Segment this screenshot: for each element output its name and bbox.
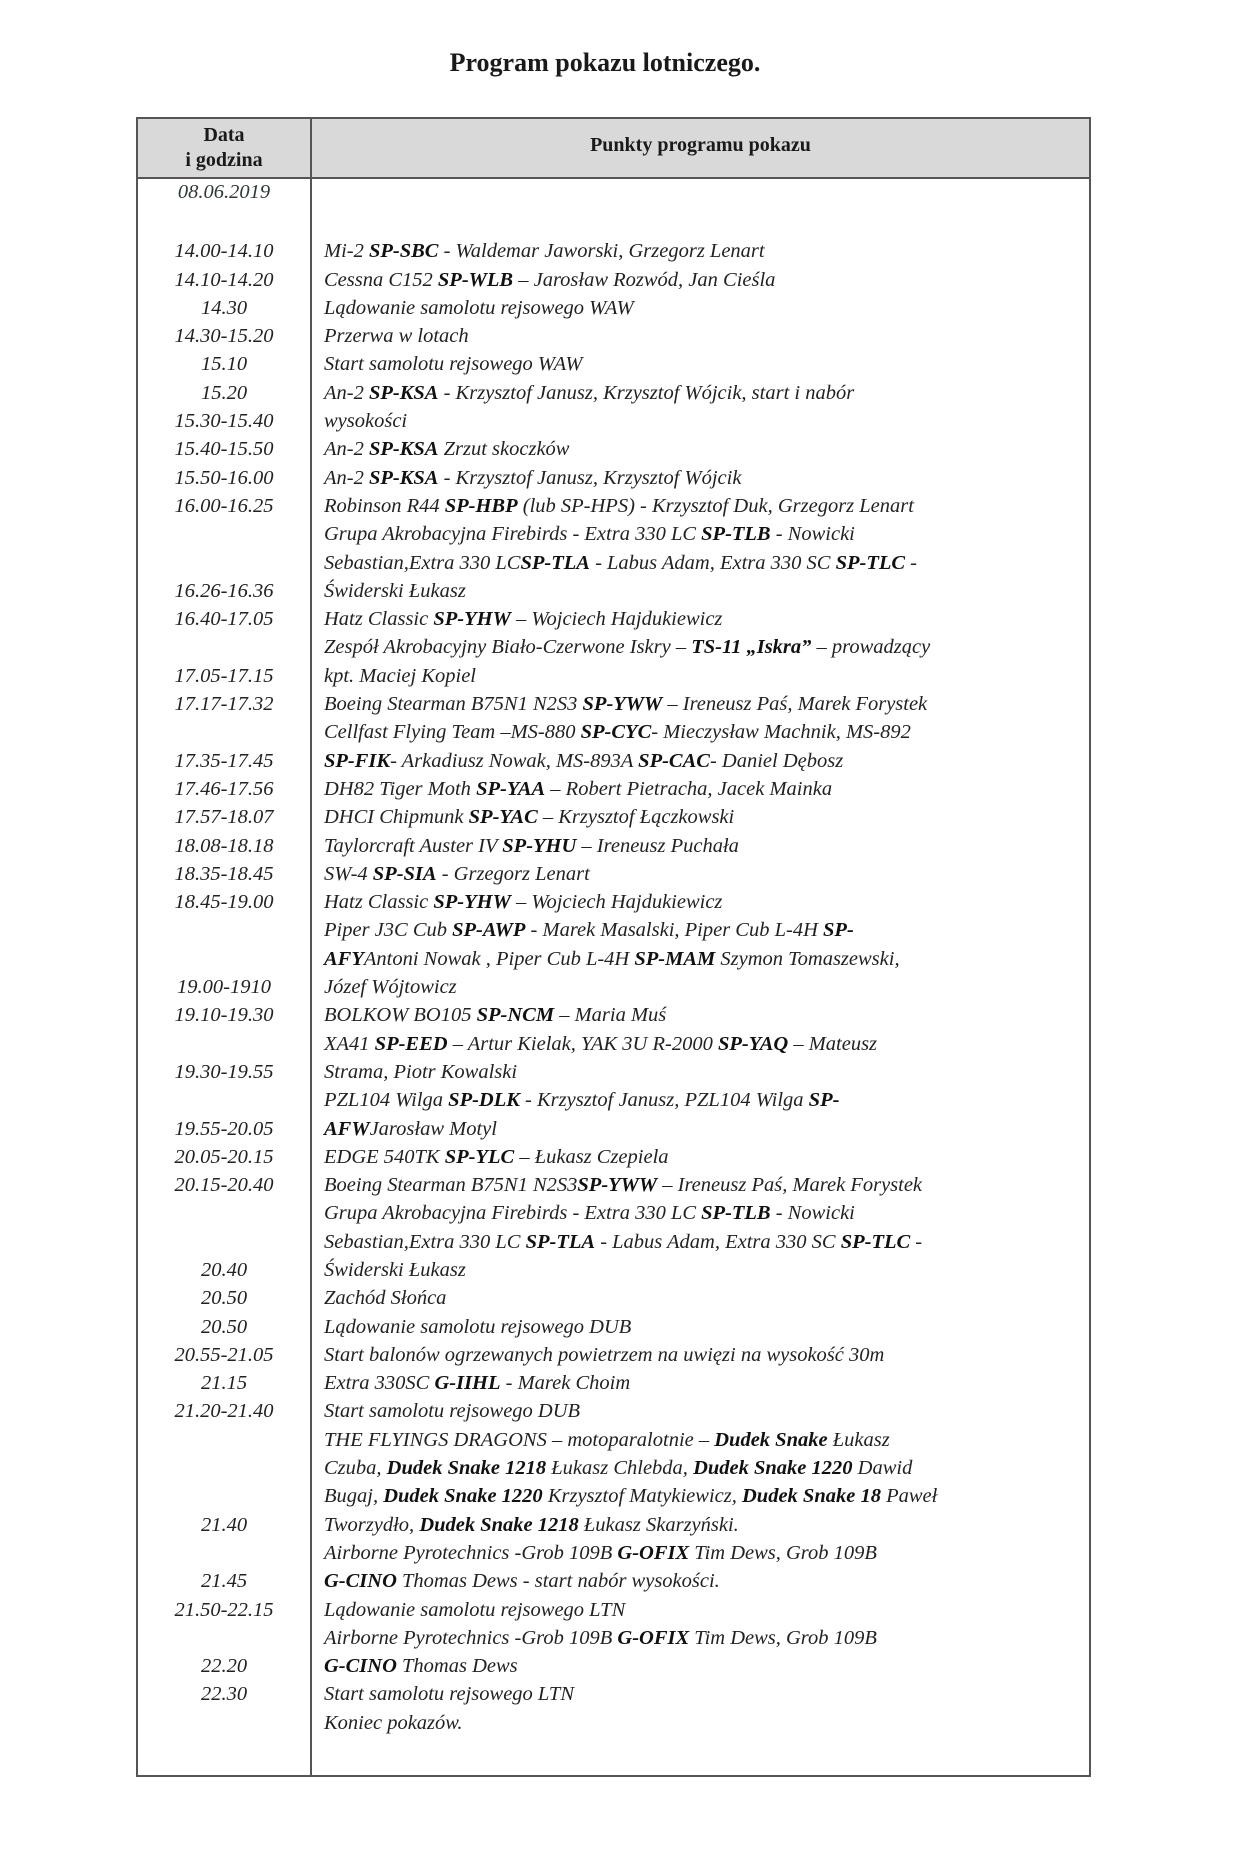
table-row (138, 633, 1089, 661)
program-text: Thomas Dews (396, 1655, 518, 1678)
aircraft-registration: SP-YWW (577, 1174, 658, 1197)
program-text: Tim Dews, Grob 109B (689, 1541, 877, 1564)
header-date-time (138, 123, 310, 173)
program-item-cell (324, 832, 1083, 860)
aircraft-registration: SP-TLB (701, 1202, 771, 1225)
program-text: - Mieczysław Machnik, MS-892 (651, 721, 911, 744)
program-item-cell (324, 1171, 1083, 1199)
program-text: Koniec pokazów. (324, 1711, 463, 1734)
program-item-cell (324, 662, 1083, 690)
time-cell: 19.00-1910 (177, 976, 271, 999)
aircraft-registration: SP-CAC (638, 749, 710, 772)
program-item-cell (324, 1624, 1083, 1652)
program-text: SW-4 (324, 862, 373, 885)
program-text: Łukasz Skarzyński. (578, 1513, 739, 1536)
aircraft-registration: SP-YAC (468, 806, 538, 829)
table-row (138, 577, 1089, 605)
program-text: Paweł (880, 1485, 938, 1508)
program-text: Krzysztof Matykiewicz, (542, 1485, 742, 1508)
time-cell: 22.30 (200, 1683, 248, 1706)
date-row (138, 178, 1089, 206)
program-item-cell (324, 1709, 1083, 1737)
time-cell: 16.40-17.05 (174, 608, 274, 631)
program-text: Taylorcraft Auster IV (324, 834, 503, 857)
table-row (138, 1171, 1089, 1199)
program-text: BOLKOW BO105 (324, 1004, 477, 1027)
table-row (138, 690, 1089, 718)
program-text: Hatz Classic (324, 891, 434, 914)
program-text: Boeing Stearman B75N1 N2S3 (324, 1174, 578, 1197)
aircraft-registration: SP-SBC (368, 240, 439, 263)
aircraft-registration: SP-KSA (368, 438, 439, 461)
program-text: - Nowicki (770, 523, 855, 546)
table-row (138, 1567, 1089, 1595)
program-text: Szymon Tomaszewski, (715, 947, 900, 970)
time-cell: 14.30 (200, 296, 248, 319)
program-text: Sebastian,Extra 330 LC (324, 1230, 526, 1253)
table-row (138, 945, 1089, 973)
program-text: (lub SP-HPS) - Krzysztof Duk, Grzegorz Lenart (517, 494, 914, 517)
table-row (138, 803, 1089, 831)
program-item-cell (324, 1228, 1083, 1256)
program-text: - Krzysztof Janusz, Krzysztof Wójcik, start i nabór (438, 381, 855, 404)
aircraft-registration: SP-SIA (372, 862, 437, 885)
program-text: – Artur Kielak, YAK 3U R-2000 (447, 1032, 718, 1055)
program-text: – Krzysztof Łączkowski (537, 806, 735, 829)
program-item-cell (324, 1256, 1083, 1284)
aircraft-registration: SP-YHW (433, 608, 511, 631)
program-text: – Mateusz (788, 1032, 878, 1055)
program-text: - Grzegorz Lenart (436, 862, 590, 885)
table-row (138, 1426, 1089, 1454)
table-row (138, 1030, 1089, 1058)
program-text: – Ireneusz Paś, Marek Forystek (657, 1174, 923, 1197)
program-item-cell (324, 1115, 1083, 1143)
table-row (138, 1228, 1089, 1256)
table-row (138, 832, 1089, 860)
time-cell: 18.35-18.45 (174, 862, 274, 885)
aircraft-registration: SP- (808, 1089, 840, 1112)
program-text: DH82 Tiger Moth (324, 777, 477, 800)
header-date-label: Data (203, 124, 245, 146)
table-row (138, 1001, 1089, 1029)
table-row (138, 1652, 1089, 1680)
program-item-cell (324, 492, 1083, 520)
table-row (138, 237, 1089, 265)
header-program-items: Punkty programu pokazu (590, 134, 811, 156)
table-row (138, 1511, 1089, 1539)
aircraft-registration: SP-EED (374, 1032, 448, 1055)
program-text: – Jarosław Rozwód, Jan Cieśla (513, 268, 776, 291)
table-row (138, 1058, 1089, 1086)
program-text: An-2 (324, 438, 369, 461)
program-text: Łukasz Chlebda, (546, 1457, 694, 1480)
program-text: - Arkadiusz Nowak, MS-893A (390, 749, 639, 772)
program-text: – Robert Pietracha, Jacek Mainka (545, 777, 833, 800)
program-item-cell (324, 888, 1083, 916)
time-cell: 17.05-17.15 (174, 664, 274, 687)
program-item-cell (324, 775, 1083, 803)
table-row (138, 1709, 1089, 1737)
table-row (138, 1596, 1089, 1624)
aircraft-registration: SP-KSA (368, 381, 439, 404)
program-text: EDGE 540TK (324, 1145, 445, 1168)
aircraft-registration: AFW (324, 1117, 370, 1140)
program-text: – Łukasz Czepiela (514, 1145, 669, 1168)
table-row (138, 1284, 1089, 1312)
table-row (138, 549, 1089, 577)
aircraft-registration: G-OFIX (617, 1541, 690, 1564)
program-item-cell (324, 1567, 1083, 1595)
aircraft-registration: SP- (823, 919, 854, 942)
program-text: Mi-2 (324, 240, 369, 263)
program-text: - (905, 551, 917, 574)
program-text: Przerwa w lotach (324, 325, 469, 348)
table-row (138, 1539, 1089, 1567)
table-row (138, 294, 1089, 322)
time-cell: 20.50 (200, 1315, 248, 1338)
aircraft-registration: SP-YAQ (717, 1032, 789, 1055)
program-item-cell (324, 747, 1083, 775)
program-text: - Labus Adam, Extra 330 SC (589, 551, 836, 574)
table-row (138, 520, 1089, 548)
program-text: Świderski Łukasz (324, 579, 466, 602)
aircraft-registration: SP-YLC (444, 1145, 515, 1168)
time-cell: 17.17-17.32 (174, 693, 274, 716)
program-text: Łukasz (827, 1428, 890, 1451)
table-row (138, 916, 1089, 944)
program-text: Start balonów ogrzewanych powietrzem na uwięzi na wysokość 30m (324, 1343, 885, 1366)
program-text: Hatz Classic (324, 608, 434, 631)
table-row (138, 1454, 1089, 1482)
table-row (138, 1680, 1089, 1708)
aircraft-registration: G-CINO (324, 1570, 397, 1593)
time-cell: 18.08-18.18 (174, 834, 274, 857)
table-row (138, 1143, 1089, 1171)
aircraft-registration: SP-TLC (835, 551, 906, 574)
program-text: - Marek Choim (500, 1372, 631, 1395)
program-text: Lądowanie samolotu rejsowego LTN (324, 1598, 626, 1621)
table-row (138, 1115, 1089, 1143)
program-text: – Wojciech Hajdukiewicz (510, 608, 723, 631)
program-text: Dawid (852, 1457, 913, 1480)
program-item-cell (324, 1058, 1083, 1086)
time-cell: 16.26-16.36 (174, 579, 274, 602)
program-item-cell (324, 1143, 1083, 1171)
time-cell: 18.45-19.00 (174, 891, 274, 914)
time-cell: 20.55-21.05 (174, 1343, 274, 1366)
program-text: Extra 330SC (324, 1372, 435, 1395)
aircraft-registration: G-CINO (324, 1655, 397, 1678)
program-text: wysokości (324, 410, 408, 433)
program-item-cell (324, 1539, 1083, 1567)
time-cell: 14.10-14.20 (174, 268, 274, 291)
program-item-cell (324, 464, 1083, 492)
program-item-cell (324, 407, 1083, 435)
program-item-cell (324, 860, 1083, 888)
table-row (138, 1199, 1089, 1227)
program-item-cell (324, 916, 1083, 944)
time-cell: 17.46-17.56 (174, 777, 274, 800)
program-text: Boeing Stearman B75N1 N2S3 (324, 693, 583, 716)
time-cell: 14.00-14.10 (174, 240, 274, 263)
time-cell: 21.15 (200, 1372, 248, 1395)
table-row (138, 464, 1089, 492)
time-cell: 19.55-20.05 (174, 1117, 274, 1140)
aircraft-registration: SP-TLC (840, 1230, 911, 1253)
program-text: Start samolotu rejsowego LTN (324, 1683, 574, 1706)
program-item-cell (324, 945, 1083, 973)
table-row (138, 1086, 1089, 1114)
program-item-cell (324, 549, 1083, 577)
program-item-cell (324, 1397, 1083, 1425)
program-text: Grupa Akrobacyjna Firebirds - Extra 330 LC (324, 523, 702, 546)
aircraft-registration: SP-YHU (502, 834, 577, 857)
table-row (138, 605, 1089, 633)
time-cell: 20.50 (200, 1287, 248, 1310)
time-cell: 15.40-15.50 (174, 438, 274, 461)
aircraft-registration: SP-TLA (525, 1230, 596, 1253)
time-cell: 20.05-20.15 (174, 1145, 274, 1168)
table-row (138, 747, 1089, 775)
program-text: Zrzut skoczków (438, 438, 570, 461)
program-item-cell (324, 1652, 1083, 1680)
program-text: XA41 (324, 1032, 375, 1055)
table-row (138, 662, 1089, 690)
program-text: Airborne Pyrotechnics -Grob 109B (324, 1626, 618, 1649)
program-item-cell (324, 577, 1083, 605)
aircraft-registration: SP-YAA (476, 777, 546, 800)
aircraft-registration: SP-TLA (520, 551, 590, 574)
table-row (138, 407, 1089, 435)
aircraft-registration: SP-NCM (476, 1004, 555, 1027)
program-text: – Wojciech Hajdukiewicz (510, 891, 723, 914)
table-row (138, 1341, 1089, 1369)
program-text: Airborne Pyrotechnics -Grob 109B (324, 1541, 618, 1564)
program-item-cell (324, 294, 1083, 322)
time-cell: 21.20-21.40 (174, 1400, 274, 1423)
aircraft-registration: Dudek Snake 1220 (693, 1457, 853, 1480)
table-row (138, 1313, 1089, 1341)
program-text: - Waldemar Jaworski, Grzegorz Lenart (438, 240, 765, 263)
table-row (138, 435, 1089, 463)
program-text: Czuba, (324, 1457, 387, 1480)
program-item-cell (324, 350, 1083, 378)
aircraft-registration: Dudek Snake 1220 (383, 1485, 543, 1508)
aircraft-registration: AFY (324, 947, 364, 970)
aircraft-registration: G-OFIX (617, 1626, 690, 1649)
program-item-cell (324, 1454, 1083, 1482)
aircraft-registration: Dudek Snake 1218 (386, 1457, 547, 1480)
aircraft-registration: TS-11 „Iskra” (691, 636, 812, 659)
program-text: DHCI Chipmunk (324, 806, 469, 829)
program-text: Piper J3C Cub (324, 919, 453, 942)
program-item-cell (324, 1680, 1083, 1708)
program-text: – Maria Muś (554, 1004, 667, 1027)
time-cell: 17.57-18.07 (174, 806, 274, 829)
table-row (138, 322, 1089, 350)
aircraft-registration: SP-HBP (444, 494, 518, 517)
program-text: – Ireneusz Puchała (576, 834, 739, 857)
table-row (138, 379, 1089, 407)
program-text: Robinson R44 (324, 494, 445, 517)
program-item-cell (324, 237, 1083, 265)
program-item-cell (324, 1511, 1083, 1539)
aircraft-registration: SP-YHW (433, 891, 511, 914)
program-text: - Labus Adam, Extra 330 SC (595, 1230, 841, 1253)
program-item-cell (324, 690, 1083, 718)
program-item-cell (324, 1482, 1083, 1510)
time-cell: 17.35-17.45 (174, 749, 274, 772)
time-cell: 20.15-20.40 (174, 1174, 274, 1197)
program-text: Cellfast Flying Team –MS-880 (324, 721, 581, 744)
time-cell: 20.40 (200, 1258, 248, 1281)
header-time-label: i godzina (185, 149, 263, 171)
time-cell: 19.30-19.55 (174, 1060, 274, 1083)
program-item-cell (324, 973, 1083, 1001)
event-date: 08.06.2019 (177, 181, 271, 203)
time-cell: 14.30-15.20 (174, 325, 274, 348)
program-text: – Ireneusz Paś, Marek Forystek (662, 693, 928, 716)
program-text: kpt. Maciej Kopiel (324, 664, 476, 687)
aircraft-registration: SP-CYC (580, 721, 652, 744)
program-text: An-2 (324, 381, 369, 404)
program-text: Lądowanie samolotu rejsowego DUB (324, 1315, 632, 1338)
aircraft-registration: G-IIHL (434, 1372, 501, 1395)
program-text: - Krzysztof Janusz, PZL104 Wilga (519, 1089, 809, 1112)
program-text: Zespół Akrobacyjny Biało-Czerwone Iskry – (324, 636, 692, 659)
program-text: Grupa Akrobacyjna Firebirds - Extra 330 LC (324, 1202, 702, 1225)
time-cell: 21.40 (200, 1513, 248, 1536)
time-cell: 15.20 (200, 381, 248, 404)
program-text: Lądowanie samolotu rejsowego WAW (324, 296, 634, 319)
program-text: Sebastian,Extra 330 LC (324, 551, 521, 574)
program-item-cell (324, 1426, 1083, 1454)
table-row (138, 860, 1089, 888)
aircraft-registration: SP-AWP (452, 919, 526, 942)
table-body (138, 178, 1089, 1737)
program-text: Tworzydło, (324, 1513, 420, 1536)
table-row (138, 492, 1089, 520)
program-text: Tim Dews, Grob 109B (689, 1626, 877, 1649)
table-row (138, 973, 1089, 1001)
program-text: Antoni Nowak , Piper Cub L-4H (363, 947, 635, 970)
program-text: Bugaj, (324, 1485, 384, 1508)
time-cell: 22.20 (200, 1655, 248, 1678)
aircraft-registration: Dudek Snake 18 (741, 1485, 881, 1508)
program-item-cell (324, 1086, 1083, 1114)
aircraft-registration: SP-YWW (582, 693, 663, 716)
program-item-cell (324, 803, 1083, 831)
program-item-cell (324, 1596, 1083, 1624)
aircraft-registration: SP-MAM (634, 947, 716, 970)
program-text: Thomas Dews - start nabór wysokości. (396, 1570, 720, 1593)
table-row (138, 1256, 1089, 1284)
program-text: - Krzysztof Janusz, Krzysztof Wójcik (438, 466, 742, 489)
spacer (138, 206, 1089, 237)
program-text: - (910, 1230, 923, 1253)
program-table (136, 117, 1091, 1777)
table-row (138, 1482, 1089, 1510)
table-row (138, 888, 1089, 916)
aircraft-registration: SP-WLB (437, 268, 514, 291)
program-text: Świderski Łukasz (324, 1258, 466, 1281)
program-item-cell (324, 1199, 1083, 1227)
time-cell: 15.50-16.00 (174, 466, 274, 489)
program-text: An-2 (324, 466, 369, 489)
program-text: Cessna C152 (324, 268, 438, 291)
time-cell: 21.45 (200, 1570, 248, 1593)
program-item-cell (324, 1001, 1083, 1029)
program-text: Józef Wójtowicz (324, 976, 457, 999)
program-item-cell (324, 633, 1083, 661)
program-item-cell (324, 1341, 1083, 1369)
aircraft-registration: SP-KSA (368, 466, 439, 489)
program-item-cell (324, 605, 1083, 633)
table-row (138, 350, 1089, 378)
table-header (138, 119, 1089, 179)
program-text: - Daniel Dębosz (709, 749, 844, 772)
program-item-cell (324, 379, 1083, 407)
program-text: Start samolotu rejsowego DUB (324, 1400, 581, 1423)
aircraft-registration: SP-FIK (324, 749, 391, 772)
table-row (138, 1369, 1089, 1397)
aircraft-registration: SP-TLB (701, 523, 771, 546)
program-item-cell (324, 1284, 1083, 1312)
table-row (138, 1624, 1089, 1652)
program-text: - Marek Masalski, Piper Cub L-4H (525, 919, 824, 942)
program-text: – prowadzący (811, 636, 931, 659)
table-row (138, 775, 1089, 803)
program-item-cell (324, 1369, 1083, 1397)
program-item-cell (324, 266, 1083, 294)
time-cell: 19.10-19.30 (174, 1004, 274, 1027)
time-cell: 16.00-16.25 (174, 494, 274, 517)
aircraft-registration: Dudek Snake (714, 1428, 828, 1451)
program-item-cell (324, 1313, 1083, 1341)
table-row (138, 266, 1089, 294)
document-title: Program pokazu lotniczego. (449, 48, 761, 77)
program-text: PZL104 Wilga (324, 1089, 449, 1112)
time-cell: 21.50-22.15 (174, 1598, 274, 1621)
program-item-cell (324, 520, 1083, 548)
program-text: Zachód Słońca (324, 1287, 447, 1310)
time-cell: 15.30-15.40 (174, 410, 274, 433)
program-item-cell (324, 435, 1083, 463)
program-item-cell (324, 718, 1083, 746)
aircraft-registration: SP-DLK (448, 1089, 520, 1112)
table-row (138, 718, 1089, 746)
program-item-cell (324, 1030, 1083, 1058)
program-text: Jarosław Motyl (369, 1117, 497, 1140)
aircraft-registration: Dudek Snake 1218 (419, 1513, 579, 1536)
program-text: Strama, Piotr Kowalski (324, 1060, 518, 1083)
program-text: THE FLYINGS DRAGONS – motoparalotnie – (324, 1428, 715, 1451)
table-row (138, 1397, 1089, 1425)
program-item-cell (324, 322, 1083, 350)
program-text: - Nowicki (770, 1202, 855, 1225)
time-cell: 15.10 (200, 353, 248, 376)
program-text: Start samolotu rejsowego WAW (324, 353, 583, 376)
